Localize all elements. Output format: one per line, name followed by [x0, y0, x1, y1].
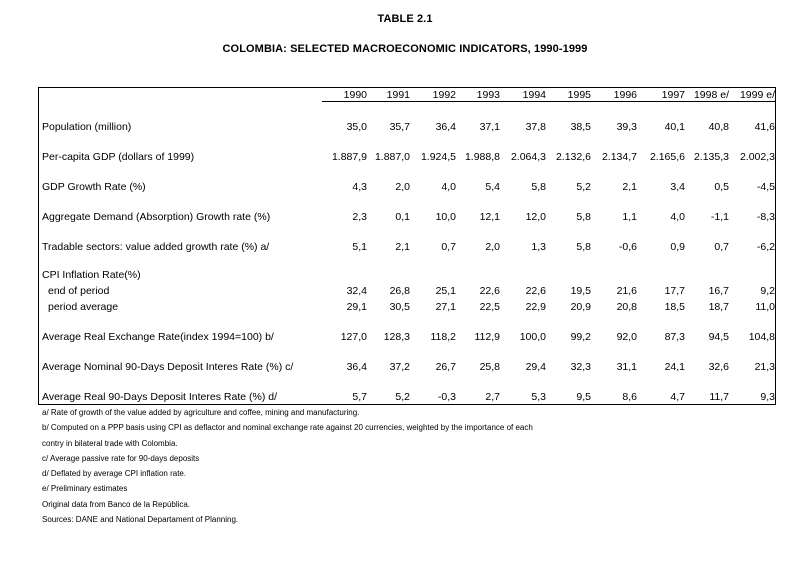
- table-cell: 87,3: [664, 331, 685, 343]
- table-cell: 29,4: [525, 361, 546, 373]
- table-cell: 2.135,3: [693, 151, 729, 163]
- table-cell: 100,0: [519, 331, 546, 343]
- table-cell: -6,2: [756, 241, 775, 253]
- data-table: [38, 87, 776, 405]
- table-cell: 5,2: [395, 391, 410, 403]
- table-cell: 4,3: [352, 181, 367, 193]
- table-cell: 22,9: [525, 301, 546, 313]
- table-cell: 0,9: [670, 241, 685, 253]
- table-cell: 37,1: [479, 121, 500, 133]
- table-cell: 32,4: [346, 285, 367, 297]
- table-cell: 5,1: [352, 241, 367, 253]
- table-cell: 16,7: [708, 285, 729, 297]
- table-cell: 1,1: [622, 211, 637, 223]
- year-header: 1994: [522, 89, 546, 101]
- table-cell: 21,3: [754, 361, 775, 373]
- table-cell: 5,8: [576, 211, 591, 223]
- table-cell: 25,1: [435, 285, 456, 297]
- table-cell: 27,1: [435, 301, 456, 313]
- table-cell: 38,5: [570, 121, 591, 133]
- table-cell: 37,8: [525, 121, 546, 133]
- table-cell: 26,7: [435, 361, 456, 373]
- table-cell: 29,1: [346, 301, 367, 313]
- table-cell: 0,1: [395, 211, 410, 223]
- table-cell: 9,2: [760, 285, 775, 297]
- table-cell: 11,7: [709, 391, 729, 403]
- year-header: 1999 e/: [739, 89, 775, 101]
- table-cell: 12,0: [525, 211, 546, 223]
- table-cell: 5,3: [531, 391, 546, 403]
- table-cell: -0,6: [618, 241, 637, 253]
- table-cell: 9,5: [576, 391, 591, 403]
- table-cell: 0,5: [714, 181, 729, 193]
- table-cell: -4,5: [756, 181, 775, 193]
- table-cell: 20,9: [570, 301, 591, 313]
- year-header: 1992: [432, 89, 456, 101]
- table-cell: 1,3: [531, 241, 546, 253]
- table-cell: 40,1: [664, 121, 685, 133]
- footnotes: [42, 405, 742, 527]
- year-header: 1998 e/: [693, 89, 729, 101]
- table-cell: 2.002,3: [739, 151, 775, 163]
- table-cell: 26,8: [389, 285, 410, 297]
- footnote: Original data from Banco de la República.: [42, 499, 191, 509]
- table-subtitle: COLOMBIA: SELECTED MACROECONOMIC INDICATORS, 1990-1999: [222, 43, 588, 55]
- row-label: period average: [48, 301, 119, 313]
- table-cell: 12,1: [479, 211, 500, 223]
- table-cell: 32,6: [708, 361, 729, 373]
- table-cell: 9,3: [760, 391, 775, 403]
- row-label: GDP Growth Rate (%): [42, 181, 146, 193]
- table-cell: 36,4: [435, 121, 456, 133]
- row-label: Average Nominal 90-Days Deposit Interes Rate (%) c/: [42, 361, 294, 373]
- table-cell: -8,3: [756, 211, 775, 223]
- table-cell: 4,0: [670, 211, 685, 223]
- table-cell: 104,8: [748, 331, 775, 343]
- table-cell: 94,5: [708, 331, 729, 343]
- table-cell: 17,7: [664, 285, 685, 297]
- table-cell: 5,4: [485, 181, 500, 193]
- table-cell: 4,7: [670, 391, 685, 403]
- footnote: c/ Average passive rate for 90-days deposits: [42, 453, 200, 463]
- table-cell: 1.887,0: [374, 151, 410, 163]
- table-cell: -1,1: [710, 211, 729, 223]
- year-header: 1990: [343, 89, 367, 101]
- table-cell: 10,0: [435, 211, 456, 223]
- table-cell: 128,3: [383, 331, 410, 343]
- table-cell: 31,1: [616, 361, 637, 373]
- table-cell: 1.924,5: [420, 151, 456, 163]
- table-cell: 41,6: [754, 121, 775, 133]
- table-cell: 99,2: [570, 331, 591, 343]
- footnote: Sources: DANE and National Departament of Planning.: [42, 515, 239, 525]
- table-cell: 18,7: [708, 301, 729, 313]
- footnote: e/ Preliminary estimates: [42, 484, 128, 494]
- table-cell: 40,8: [708, 121, 729, 133]
- table-cell: 4,0: [441, 181, 456, 193]
- table-cell: 2.165,6: [649, 151, 685, 163]
- footnote: a/ Rate of growth of the value added by agriculture and coffee, mining and manufacturing.: [42, 408, 360, 417]
- table-cell: 25,8: [479, 361, 500, 373]
- year-header: 1995: [567, 89, 591, 101]
- table-cell: 118,2: [430, 331, 456, 343]
- footnote: b/ Computed on a PPP basis using CPI as deflactor and nominal exchange rate against 20 currencies, weighted by the importance of each: [42, 423, 533, 433]
- table-cell: 22,5: [479, 301, 500, 313]
- table-cell: 37,2: [389, 361, 410, 373]
- table-cell: 127,0: [340, 331, 367, 343]
- table-cell: 92,0: [616, 331, 637, 343]
- table-cell: 21,6: [616, 285, 637, 297]
- row-label: Average Real Exchange Rate(index 1994=100) b/: [42, 331, 274, 343]
- row-label: Aggregate Demand (Absorption) Growth rate (%): [42, 211, 271, 223]
- table-cell: 2,3: [352, 211, 367, 223]
- table-cell: 2,1: [622, 181, 637, 193]
- row-label: Tradable sectors: value added growth rate (%) a/: [42, 241, 270, 253]
- year-header: 1997: [661, 89, 685, 101]
- table-cell: 2.132,6: [555, 151, 591, 163]
- year-header: 1991: [386, 89, 410, 101]
- table-cell: 1.988,8: [464, 151, 500, 163]
- table-cell: 19,5: [570, 285, 591, 297]
- row-label: Per-capita GDP (dollars of 1999): [42, 151, 195, 163]
- row-label: Population (million): [42, 121, 132, 133]
- table-cell: 2,1: [395, 241, 410, 253]
- row-label: CPI Inflation Rate(%): [42, 269, 141, 281]
- footnote: d/ Deflated by average CPI inflation rate.: [42, 469, 187, 479]
- row-label: end of period: [48, 285, 110, 297]
- table-cell: 0,7: [441, 241, 456, 253]
- table-cell: 112,9: [474, 331, 500, 343]
- table-cell: 35,7: [389, 121, 410, 133]
- footnote: contry in bilateral trade with Colombia.: [42, 438, 178, 448]
- table-cell: 5,2: [576, 181, 591, 193]
- table-cell: 22,6: [525, 285, 546, 297]
- table-cell: 35,0: [346, 121, 367, 133]
- table-cell: 39,3: [616, 121, 637, 133]
- row-label: Average Real 90-Days Deposit Interes Rate (%) d/: [42, 391, 277, 403]
- table-cell: 18,5: [664, 301, 685, 313]
- table-cell: 2,0: [485, 241, 500, 253]
- table-cell: 2,0: [395, 181, 410, 193]
- table-cell: 5,7: [352, 391, 367, 403]
- table-cell: 5,8: [576, 241, 591, 253]
- table-cell: 22,6: [479, 285, 500, 297]
- table-cell: 5,8: [531, 181, 546, 193]
- table-cell: 2.064,3: [510, 151, 546, 163]
- table-cell: 24,1: [664, 361, 685, 373]
- table-cell: -0,3: [437, 391, 456, 403]
- table-cell: 32,3: [570, 361, 591, 373]
- table-cell: 30,5: [389, 301, 410, 313]
- table-cell: 1.887,9: [331, 151, 367, 163]
- table-title: TABLE 2.1: [377, 13, 433, 25]
- table-cell: 2.134,7: [601, 151, 637, 163]
- table-cell: 3,4: [670, 181, 685, 193]
- table-cell: 2,7: [485, 391, 500, 403]
- table-cell: 11,0: [755, 301, 775, 313]
- table-cell: 0,7: [714, 241, 729, 253]
- year-header: 1996: [613, 89, 637, 101]
- table-cell: 8,6: [622, 391, 637, 403]
- table-cell: 36,4: [346, 361, 367, 373]
- table-cell: 20,8: [616, 301, 637, 313]
- year-header: 1993: [476, 89, 500, 101]
